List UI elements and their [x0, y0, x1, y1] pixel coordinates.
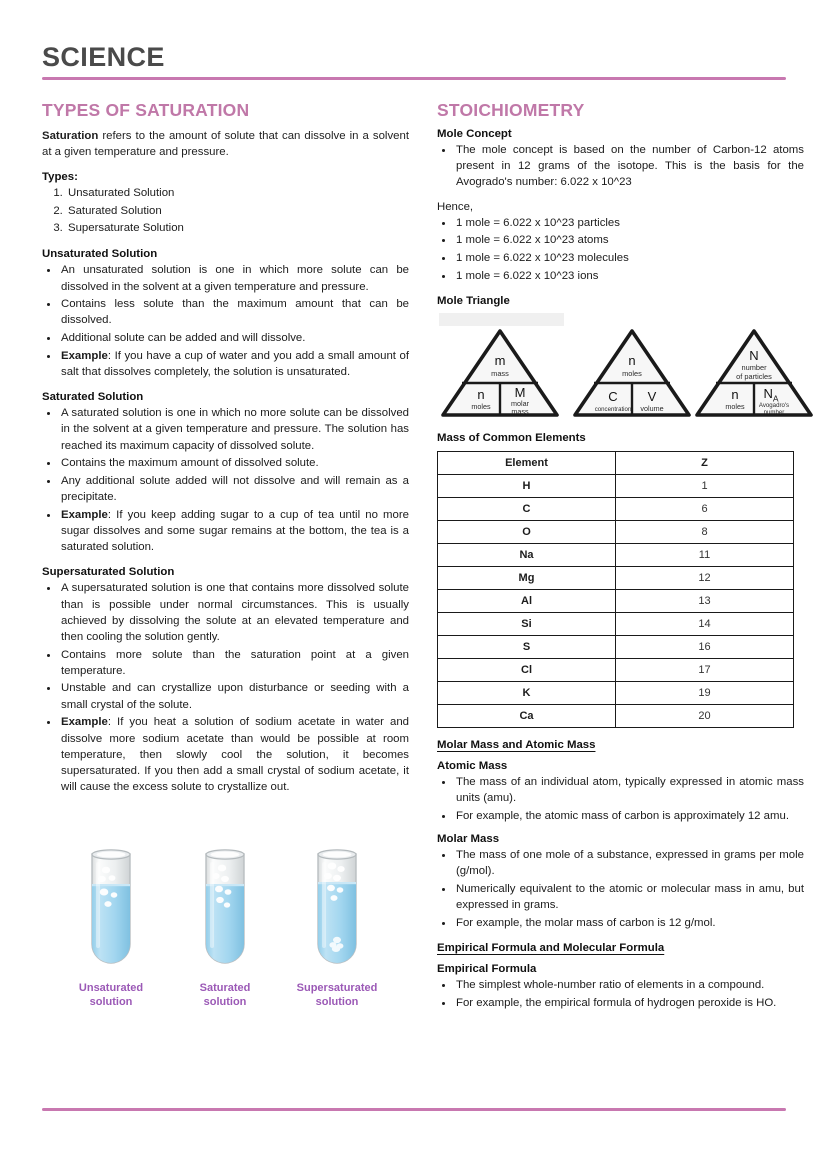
- caption-line-2: solution: [203, 995, 247, 1008]
- figure-placeholder-bar: [439, 313, 564, 326]
- header-divider: [42, 77, 786, 80]
- caption-line-1: Saturated: [199, 982, 251, 994]
- list-item: • For example, the molar mass of carbon is 12 g/mol.: [454, 915, 804, 931]
- example-text: : If you keep adding sugar to a cup of tea until no more sugar dissolves and some sugar remains at the bottom, the tea is a saturated solution.: [61, 508, 409, 554]
- saturation-definition: [42, 128, 409, 160]
- example-text: : If you have a cup of water and you add a small amount of salt that dissolves completely, the solution is unsaturated.: [61, 349, 409, 378]
- triangle-diagram-icon: [439, 327, 561, 419]
- left-column: [42, 100, 409, 797]
- table-row: [438, 566, 794, 589]
- heading-empirical-formula: Empirical Formula: [437, 962, 537, 975]
- table-row: [438, 681, 794, 704]
- supersaturated-bullets: [42, 580, 409, 795]
- list-item: • 1 mole = 6.022 x 10^23 atoms: [454, 232, 804, 248]
- testtube-unsaturated: [56, 848, 166, 1009]
- section-title-stoichiometry: STOICHIOMETRY: [437, 100, 585, 120]
- heading-molar-and-atomic-mass: Molar Mass and Atomic Mass: [437, 738, 596, 751]
- heading-unsaturated: Unsaturated Solution: [42, 248, 158, 261]
- types-list: [42, 185, 409, 237]
- triangle-right-symbol: M: [514, 384, 526, 400]
- triangle-right-symbol: $N_A$: [763, 385, 779, 404]
- page-title: SCIENCE: [42, 42, 165, 72]
- section-title-saturation: TYPES OF SATURATION: [42, 100, 250, 120]
- triangle-top-symbol: N: [749, 347, 759, 363]
- cell-z: 1: [616, 474, 794, 497]
- cell-element: Mg: [438, 566, 616, 589]
- list-item-example: [59, 507, 409, 556]
- testtube-unsaturated-icon: [56, 848, 166, 970]
- heading-molar-mass: Molar Mass: [437, 832, 500, 845]
- cell-z: 19: [616, 681, 794, 704]
- triangle-left-label: concentration: [594, 405, 632, 413]
- table-row: [438, 635, 794, 658]
- cell-element: Al: [438, 589, 616, 612]
- list-item: • Unstable and can crystallize upon disturbance or seeding with a small crystal of the solute.: [59, 680, 409, 712]
- list-item: • The simplest whole-number ratio of elements in a compound.: [454, 977, 804, 993]
- unsaturated-bullets: [42, 262, 409, 380]
- list-item: • Any additional solute added will not dissolve and will remain as a precipitate.: [59, 473, 409, 505]
- heading-atomic-mass: Atomic Mass: [437, 759, 508, 772]
- triangle-top-symbol: n: [628, 352, 636, 368]
- cell-z: 11: [616, 543, 794, 566]
- hence-label: Hence,: [437, 200, 474, 213]
- list-item: • A supersaturated solution is one that contains more dissolved solute than is possible under normal circumstances. This is usually achieved by dissolving the solute at an elevated temperature and then cooling the solution gently.: [59, 580, 409, 645]
- list-item: • The mole concept is based on the number of Carbon-12 atoms present in 12 grams of the isotope. This is the basis for the Avogrado's number: 6.022 x 10^23: [454, 142, 804, 191]
- cell-z: 17: [616, 658, 794, 681]
- triangle-right-label-2: mass: [511, 406, 529, 416]
- list-item-example: [59, 714, 409, 795]
- cell-z: 6: [616, 497, 794, 520]
- mole-triangle-figure: [437, 313, 804, 421]
- triangle-top-label-1: number: [741, 362, 767, 372]
- testtube-caption: [282, 982, 392, 1009]
- list-item: • Contains less solute than the maximum amount that can be dissolved.: [59, 296, 409, 328]
- column-header-element: Element: [438, 451, 616, 474]
- triangle-right-symbol: V: [647, 388, 657, 404]
- triangle-right-label-1: molar: [511, 398, 529, 408]
- triangle-left-symbol: n: [477, 386, 485, 402]
- example-label: Example: [61, 716, 108, 729]
- list-item: • For example, the atomic mass of carbon is approximately 12 amu.: [454, 808, 804, 824]
- caption-line-1: Unsaturated: [78, 982, 144, 994]
- list-item: 2. Saturated Solution: [66, 203, 409, 220]
- saturation-testtube-figure: [42, 848, 409, 1023]
- cell-element: K: [438, 681, 616, 704]
- caption-line-2: solution: [315, 995, 359, 1008]
- list-item: 1. Unsaturated Solution: [66, 185, 409, 202]
- heading-mole-triangle: Mole Triangle: [437, 294, 510, 307]
- triangle-top-label: mass: [491, 368, 509, 378]
- triangle-left-label: moles: [471, 401, 491, 411]
- table-row: [438, 589, 794, 612]
- list-item: • For example, the empirical formula of hydrogen peroxide is HO.: [454, 995, 804, 1011]
- list-item: • A saturated solution is one in which no more solute can be dissolved in the solvent at a given temperature and pressure. The solution has reached its maximum capacity of dissolved solute.: [59, 405, 409, 454]
- triangle-diagram-icon: [693, 327, 815, 419]
- empirical-formula-bullets: [437, 977, 804, 1011]
- heading-empirical-and-molecular-formula: Empirical Formula and Molecular Formula: [437, 941, 665, 954]
- cell-element: O: [438, 520, 616, 543]
- table-row: [438, 474, 794, 497]
- hence-bullets: [437, 215, 804, 284]
- column-header-z: Z: [616, 451, 794, 474]
- example-label: Example: [61, 349, 108, 362]
- cell-element: Cl: [438, 658, 616, 681]
- list-item: • 1 mole = 6.022 x 10^23 ions: [454, 268, 804, 284]
- mole-triangle-particles: [693, 327, 815, 419]
- cell-z: 16: [616, 635, 794, 658]
- heading-saturated: Saturated Solution: [42, 391, 144, 404]
- mole-triangle-mass: [439, 327, 561, 419]
- list-item: • The mass of an individual atom, typically expressed in atomic mass units (amu).: [454, 774, 804, 806]
- triangle-left-label: moles: [725, 401, 745, 411]
- mole-triangle-concentration: [571, 327, 693, 419]
- testtube-supersaturated: [282, 848, 392, 1009]
- caption-line-1: Supersaturated: [296, 982, 378, 994]
- cell-element: Ca: [438, 704, 616, 727]
- triangle-top-symbol: m: [494, 352, 506, 368]
- elements-table: [437, 451, 794, 728]
- right-column: [437, 100, 804, 1012]
- triangle-left-symbol: n: [731, 386, 739, 402]
- cell-z: 14: [616, 612, 794, 635]
- footer-divider: [42, 1108, 786, 1111]
- triangle-diagram-icon: [571, 327, 693, 419]
- caption-line-2: solution: [89, 995, 133, 1008]
- cell-element: C: [438, 497, 616, 520]
- triangle-right-label-2: number: [763, 408, 785, 416]
- triangle-top-label: moles: [622, 368, 642, 378]
- testtube-supersaturated-icon: [282, 848, 392, 970]
- saturation-definition-text: refers to the amount of solute that can dissolve in a solvent at a given temperature and pressure.: [42, 130, 409, 159]
- cell-element: H: [438, 474, 616, 497]
- table-row: [438, 704, 794, 727]
- heading-mole-concept: Mole Concept: [437, 128, 512, 140]
- triangle-right-label: volume: [640, 403, 664, 413]
- list-item-example: [59, 348, 409, 380]
- heading-mass-common-elements: Mass of Common Elements: [437, 431, 586, 444]
- list-item: • 1 mole = 6.022 x 10^23 molecules: [454, 250, 804, 266]
- mole-concept-bullets: [437, 142, 804, 191]
- saturation-term: Saturation: [42, 130, 99, 142]
- table-row: [438, 543, 794, 566]
- saturated-bullets: [42, 405, 409, 555]
- testtube-caption: [170, 982, 280, 1009]
- list-item: • Contains the maximum amount of dissolved solute.: [59, 455, 409, 471]
- testtube-caption: [56, 982, 166, 1009]
- cell-z: 20: [616, 704, 794, 727]
- cell-element: Na: [438, 543, 616, 566]
- types-label: Types:: [42, 171, 78, 184]
- cell-z: 8: [616, 520, 794, 543]
- table-row: [438, 520, 794, 543]
- atomic-mass-bullets: [437, 774, 804, 824]
- table-row: [438, 612, 794, 635]
- testtube-saturated-icon: [170, 848, 280, 970]
- table-header-row: [438, 451, 794, 474]
- triangle-top-label-2: of particles: [736, 371, 772, 381]
- table-row: [438, 497, 794, 520]
- heading-supersaturated: Supersaturated Solution: [42, 566, 175, 579]
- list-item: • Additional solute can be added and will dissolve.: [59, 330, 409, 346]
- table-row: [438, 658, 794, 681]
- molar-mass-bullets: [437, 847, 804, 931]
- triangle-left-symbol: C: [608, 388, 618, 404]
- cell-z: 12: [616, 566, 794, 589]
- cell-element: Si: [438, 612, 616, 635]
- cell-z: 13: [616, 589, 794, 612]
- list-item: • Contains more solute than the saturation point at a given temperature.: [59, 647, 409, 679]
- cell-element: S: [438, 635, 616, 658]
- list-item: • 1 mole = 6.022 x 10^23 particles: [454, 215, 804, 231]
- list-item: • An unsaturated solution is one in which more solute can be dissolved in the solvent at a given temperature and pressure.: [59, 262, 409, 294]
- list-item: • The mass of one mole of a substance, expressed in grams per mole (g/mol).: [454, 847, 804, 879]
- testtube-saturated: [170, 848, 280, 1009]
- example-text: : If you heat a solution of sodium acetate in water and dissolve more sodium acetate than would be possible at room temperature, then slowly cool the solution, it becomes supersaturated. If you then add a small crystal of sodium acetate, it will cause the excess solute to crystallize out.: [61, 716, 409, 794]
- triangle-right-label-1: Avogadro's: [758, 401, 790, 409]
- list-item: • Numerically equivalent to the atomic or molecular mass in amu, but expressed in grams.: [454, 881, 804, 913]
- example-label: Example: [61, 508, 108, 521]
- list-item: 3. Supersaturate Solution: [66, 220, 409, 237]
